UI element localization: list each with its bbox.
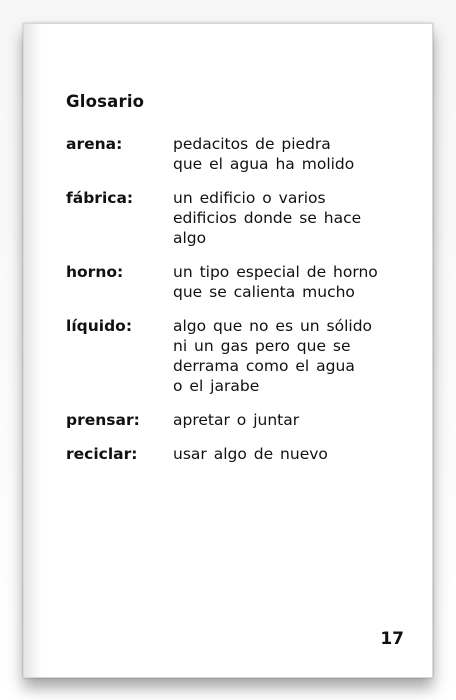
page-number: 17 bbox=[380, 629, 404, 649]
glossary-entry-horno bbox=[66, 262, 406, 302]
glossary-entry-reciclar bbox=[66, 444, 406, 464]
glossary-definition: un edificio o varios edificios donde se hace algo bbox=[173, 189, 362, 247]
glossary-definition: un tipo especial de horno que se calienta mucho bbox=[173, 263, 378, 301]
glossary-term: prensar: bbox=[66, 411, 140, 429]
glossary-entry-liquido bbox=[66, 316, 406, 396]
glossary-term: líquido: bbox=[66, 317, 133, 335]
glossary-term: fábrica: bbox=[66, 189, 134, 207]
glossary-entry-prensar bbox=[66, 410, 406, 430]
glossary-entry-arena bbox=[66, 134, 406, 174]
glossary-entry-fabrica bbox=[66, 188, 406, 248]
glossary-definition: pedacitos de piedra que el agua ha molido bbox=[173, 135, 355, 173]
glossary-definition: algo que no es un sólido ni un gas pero que se derrama como el agua o el jarabe bbox=[173, 317, 373, 395]
glossary-definition: apretar o juntar bbox=[173, 411, 300, 429]
book-page bbox=[23, 23, 433, 678]
glossary-definition: usar algo de nuevo bbox=[173, 445, 328, 463]
glossary-term: arena: bbox=[66, 135, 123, 153]
glossary-term: reciclar: bbox=[66, 445, 138, 463]
glossary-list bbox=[66, 134, 406, 478]
glossary-title: Glosario bbox=[66, 92, 145, 111]
glossary-term: horno: bbox=[66, 263, 124, 281]
